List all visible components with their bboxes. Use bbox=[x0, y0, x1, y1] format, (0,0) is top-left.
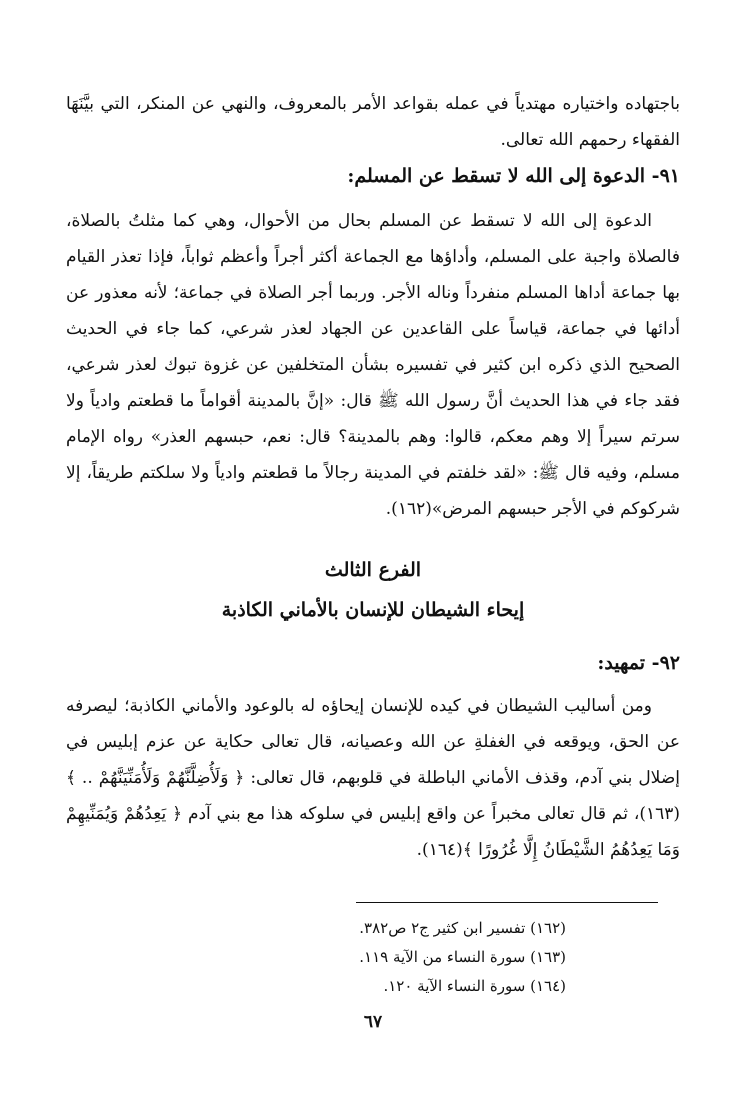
section-91-paragraph: الدعوة إلى الله لا تسقط عن المسلم بحال من الأحوال، وهي كما مثلتُ بالصلاة، فالصلاة واجبة على المسلم، وأداؤها مع الجماعة أكثر أجراً وأعظم ثواباً، فإذا تعذر القيام بها جماعة أداها المسلم منفرداً وناله الأجر. وربما أجر الصلاة في جماعة؛ لأنه معذور عن أدائها في جماعة، قياساً على القاعدين عن الجهاد لعذر شرعي، كما جاء في الحديث الصحيح الذي ذكره ابن كثير في تفسيره بشأن المتخلفين عن غزوة تبوك لعذر شرعي، فقد جاء في هذا الحديث أنَّ رسول الله ﷺ قال: «إنَّ بالمدينة أقواماً ما قطعتم وادياً ولا سرتم سيراً إلا وهم معكم، قالوا: وهم بالمدينة؟ قال: نعم، حبسهم العذر» رواه الإمام مسلم، وفيه قال ﷺ: «لقد خلفتم في المدينة رجالاً ما قطعتم وادياً ولا سلكتم طريقاً، إلا شركوكم في الأجر حبسهم المرض»(١٦٢). bbox=[66, 211, 680, 519]
footnote-164: (١٦٤) سورة النساء الآية ١٢٠. bbox=[383, 977, 566, 995]
section-91-heading: ٩١- الدعوة إلى الله لا تسقط عن المسلم: bbox=[347, 165, 680, 187]
footnotes bbox=[130, 914, 566, 1001]
branch-subtitle: إيحاء الشيطان للإنسان بالأماني الكاذبة bbox=[221, 599, 525, 621]
intro-paragraph: باجتهاده واختياره مهتدياً في عمله بقواعد الأمر بالمعروف، والنهي عن المنكر، التي بيَّنَهَا الفقهاء رحمهم الله تعالى. bbox=[66, 94, 680, 150]
footnote-163: (١٦٣) سورة النساء من الآية ١١٩. bbox=[359, 948, 566, 966]
section-92-paragraph: ومن أساليب الشيطان في كيده للإنسان إيحاؤه له بالوعود والأماني الكاذبة؛ ليصرفه عن الحق، ويوقعه في الغفلةِ عن الله وعصيانه، قال تعالى حكاية عن عزم إبليس في إضلال بني آدم، وقذف الأماني الباطلة في قلوبهم، قال تعالى: ﴿ وَلَأُضِلَّنَّهُمْ وَلَأُمَنِّيَنَّهُمْ .. ﴾(١٦٣)، ثم قال تعالى مخبراً عن واقع إبليس في سلوكه هذا مع بني آدم ﴿ يَعِدُهُمْ وَيُمَنِّيهِمْ وَمَا يَعِدُهُمُ الشَّيْطَانُ إِلَّا غُرُورًا ﴾(١٦٤). bbox=[66, 696, 680, 860]
branch-title: الفرع الثالث bbox=[324, 559, 422, 581]
section-92-heading: ٩٢- تمهيد: bbox=[597, 652, 680, 674]
footnote-divider bbox=[356, 902, 658, 903]
footnote-162: (١٦٢) تفسير ابن كثير ج٢ ص٣٨٢. bbox=[359, 919, 566, 937]
page-number: ٦٧ bbox=[363, 1012, 383, 1032]
